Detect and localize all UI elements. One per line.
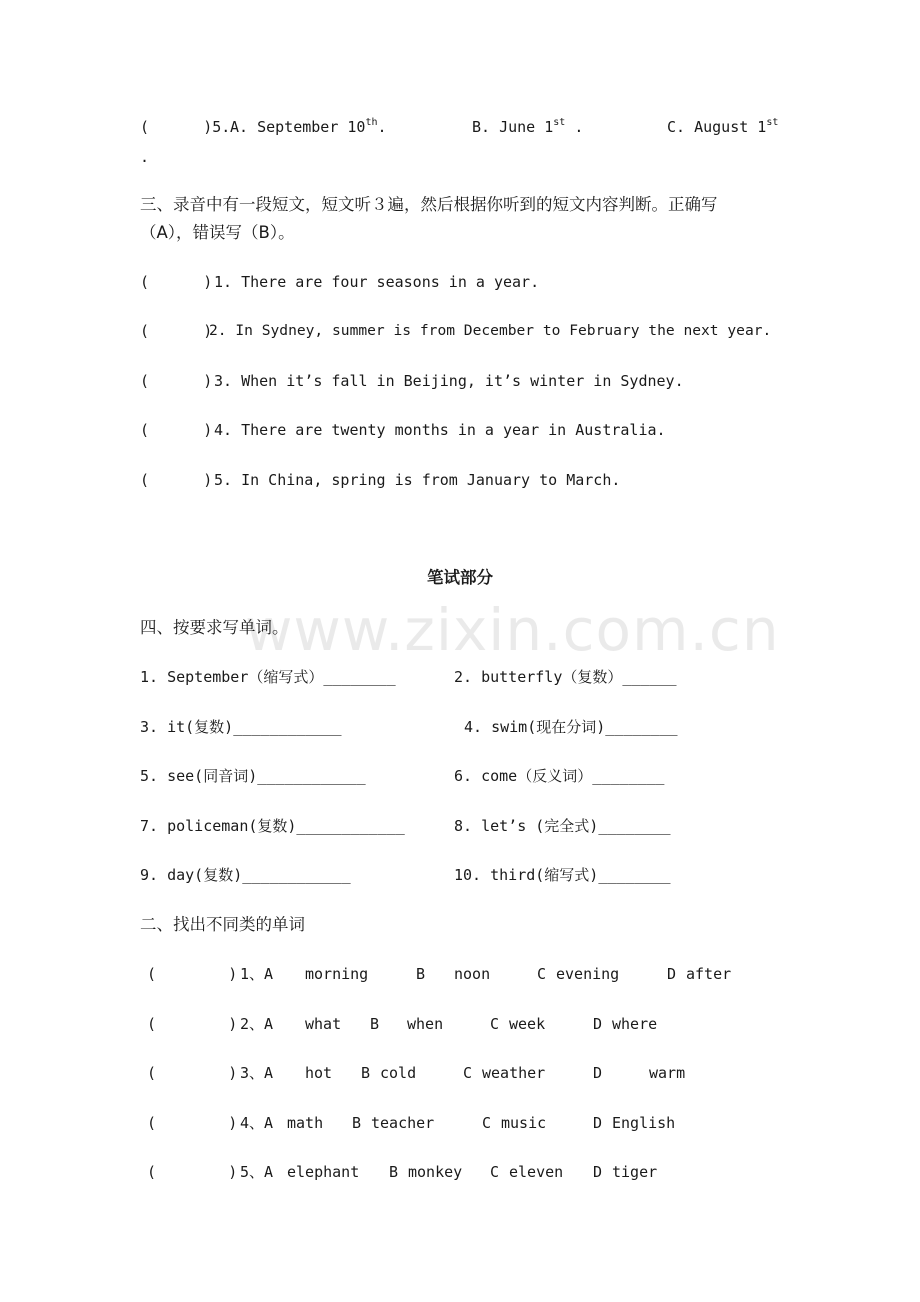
option-d-label: D [593, 1015, 603, 1033]
statement-text: 2. In Sydney, summer is from December to February the next year. [209, 322, 772, 339]
option-c-label: C [537, 965, 547, 983]
option-b-label: B [416, 965, 426, 983]
section4-heading: 四、按要求写单词。 [140, 618, 289, 637]
statement-text: 1. There are four seasons in a year. [214, 273, 540, 291]
section4-q7: 7. policeman(复数)____________ [140, 817, 405, 835]
option-b-text: June 1 [499, 118, 554, 136]
option-d-label: D [593, 1163, 603, 1181]
item-number: 2、A [240, 1015, 274, 1033]
answer-paren: ( ) [140, 471, 213, 489]
section4-q5: 5. see(同音词)____________ [140, 767, 366, 785]
option-c-word: weather [482, 1064, 546, 1082]
option-a [230, 116, 387, 138]
option-a-end: . [377, 118, 387, 136]
option-b-label: B. [472, 118, 491, 136]
answer-paren: ( ) [140, 273, 213, 291]
option-a-word: elephant [287, 1163, 360, 1181]
option-b [472, 116, 583, 138]
written-part-title: 笔试部分 [427, 568, 493, 587]
option-b-word: monkey [408, 1163, 463, 1181]
trailing-dot: . [140, 148, 150, 166]
option-b-label: B [352, 1114, 362, 1132]
option-d-word: warm [649, 1064, 686, 1082]
item-number: 3、A [240, 1064, 274, 1082]
option-a-text: September 10 [257, 118, 366, 136]
item-number: 4、A [240, 1114, 274, 1132]
option-c-word: eleven [509, 1163, 564, 1181]
statement-text: 5. In China, spring is from January to March. [214, 471, 621, 489]
option-c-word: week [509, 1015, 546, 1033]
option-c-label: C [490, 1015, 500, 1033]
option-a-word: hot [305, 1064, 333, 1082]
option-d-word: where [612, 1015, 658, 1033]
section3-instruction-line1: 三、录音中有一段短文，短文听３遍，然后根据你听到的短文内容判断。正确写 [140, 195, 718, 214]
section4-q8: 8. let’s (完全式)________ [454, 817, 671, 835]
option-a-word: what [305, 1015, 342, 1033]
option-c-sup: st [766, 117, 779, 128]
option-b-word: noon [454, 965, 491, 983]
answer-paren: ( ) [140, 322, 213, 340]
answer-paren: ( ) [140, 421, 213, 439]
option-b-label: B [370, 1015, 380, 1033]
section4-q2: 2. butterfly（复数）______ [454, 668, 677, 686]
item-number: 1、A [240, 965, 274, 983]
answer-paren: ( ) [147, 1015, 238, 1033]
section4-q1: 1. September（缩写式）________ [140, 668, 396, 686]
option-a-word: morning [305, 965, 369, 983]
option-d-label: D [593, 1064, 603, 1082]
statement-text: 3. When it’s fall in Beijing, it’s winter in Sydney. [214, 372, 684, 390]
option-d-label: D [593, 1114, 603, 1132]
option-c-label: C [490, 1163, 500, 1181]
answer-paren: ( ) [147, 1064, 238, 1082]
section4-q4: 4. swim(现在分词)________ [464, 718, 678, 736]
option-b-word: cold [380, 1064, 417, 1082]
option-d-label: D [667, 965, 677, 983]
answer-paren: ( ) [147, 1163, 238, 1181]
option-c-label: C [482, 1114, 492, 1132]
option-c-label: C [463, 1064, 473, 1082]
option-d-word: tiger [612, 1163, 658, 1181]
option-b-label: B [361, 1064, 371, 1082]
section4-q3: 3. it(复数)____________ [140, 718, 342, 736]
option-b-sup: st [553, 117, 566, 128]
option-d-word: after [686, 965, 732, 983]
section3-instruction-line2: （A），错误写（B）。 [140, 223, 295, 242]
option-c-text: August 1 [694, 118, 767, 136]
section4-q6: 6. come（反义词）________ [454, 767, 665, 785]
option-c [667, 116, 778, 138]
section4-q9: 9. day(复数)____________ [140, 866, 351, 884]
watermark-text: www.zixin.com.cn [245, 596, 780, 664]
item-number: 5、A [240, 1163, 274, 1181]
answer-paren: ( )5. [140, 118, 231, 136]
option-c-word: music [501, 1114, 547, 1132]
answer-paren: ( ) [147, 1114, 238, 1132]
option-a-word: math [287, 1114, 324, 1132]
section4-q10: 10. third(缩写式)________ [454, 866, 671, 884]
answer-paren: ( ) [140, 372, 213, 390]
option-a-sup: th [365, 117, 378, 128]
option-c-word: evening [556, 965, 620, 983]
section2-heading: 二、找出不同类的单词 [140, 915, 305, 934]
option-b-end: . [565, 118, 584, 136]
statement-text: 4. There are twenty months in a year in Australia. [214, 421, 666, 439]
option-b-label: B [389, 1163, 399, 1181]
option-c-label: C. [667, 118, 686, 136]
option-d-word: English [612, 1114, 676, 1132]
option-b-word: teacher [371, 1114, 435, 1132]
answer-paren: ( ) [147, 965, 238, 983]
option-b-word: when [407, 1015, 444, 1033]
option-a-label: A. [230, 118, 249, 136]
